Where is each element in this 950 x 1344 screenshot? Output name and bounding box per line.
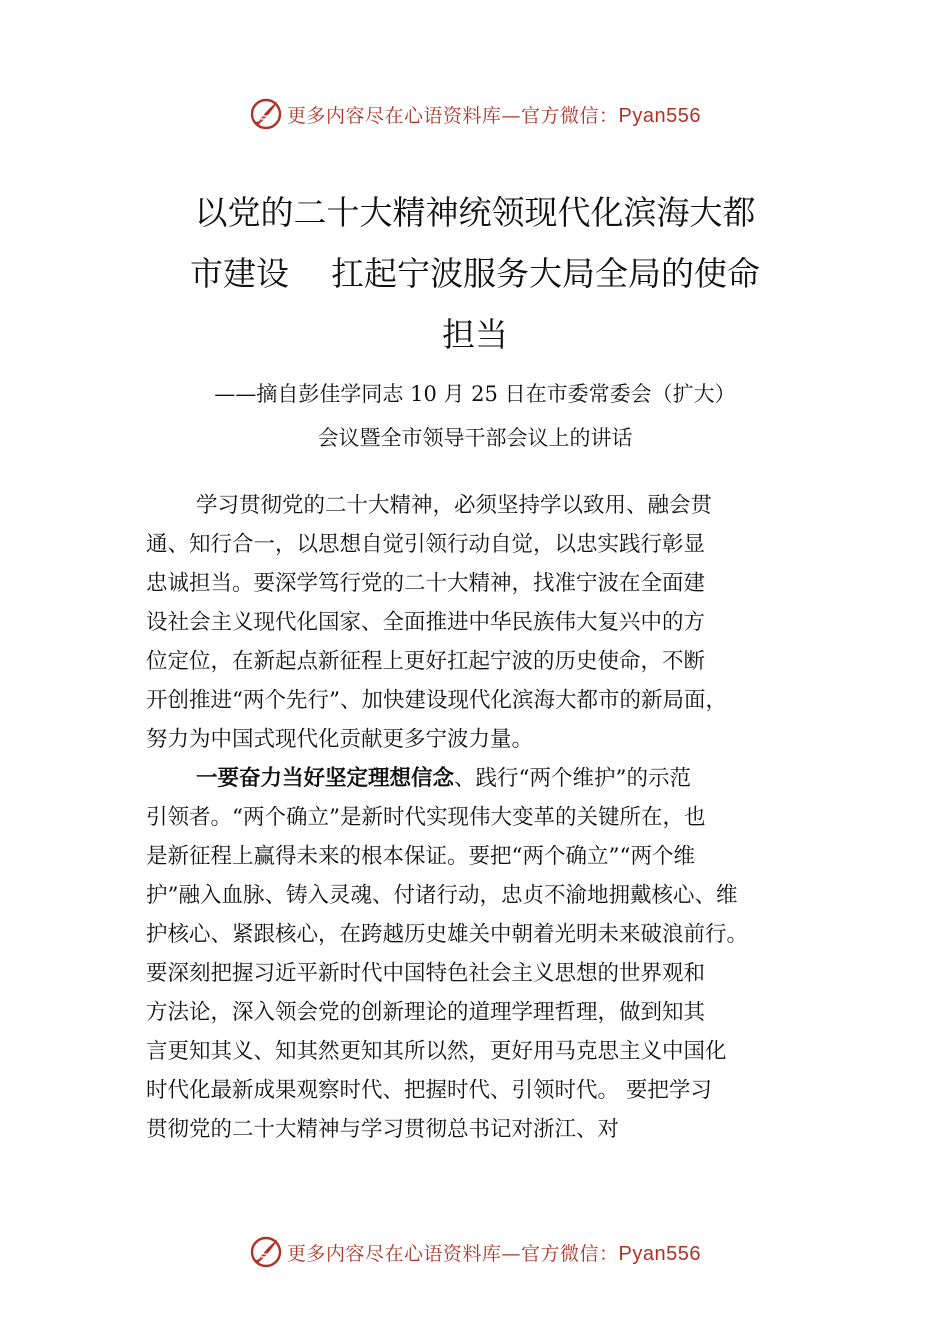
header-banner [0,94,950,134]
paragraph-line: 努力为中国式现代化贡献更多宁波力量。 [146,727,534,752]
paragraph-line: 方法论，深入领会党的创新理论的道理学理哲理，做到知其 [146,1000,706,1025]
paragraph-line: 设社会主义现代化国家、全面推进中华民族伟大复兴中的方 [146,610,706,635]
paragraph-line: 一要奋力当好坚定理想信念、践行“两个维护”的示范 [196,766,691,791]
paragraph-line: 引领者。“两个确立”是新时代实现伟大变革的关键所在，也 [146,805,706,830]
banner-text: 更多内容尽在心语资料库—官方微信：Pyan556 [287,104,701,127]
document-body [146,486,826,1149]
footer-banner [0,1232,950,1272]
paragraph-line: 位定位，在新起点新征程上更好扛起宁波的历史使命，不断 [146,649,706,674]
document-title [0,182,950,365]
title-line-2: 市建设 扛起宁波服务大局全局的使命 [190,254,760,293]
banner-text: 更多内容尽在心语资料库—官方微信：Pyan556 [287,1242,701,1265]
paragraph-line: 通、知行合一，以思想自觉引领行动自觉，以忠实践行彰显 [146,532,706,557]
document-subtitle [0,372,950,460]
paragraph-line: 护”融入血脉、铸入灵魂、付诸行动，忠贞不渝地拥戴核心、维 [146,883,738,908]
quill-logo-icon [249,1235,283,1269]
title-line-3: 担当 [442,315,508,354]
paragraph-line: 要深刻把握习近平新时代中国特色社会主义思想的世界观和 [146,961,706,986]
wechat-id: Pyan556 [618,104,701,127]
paragraph-line: 是新征程上赢得未来的根本保证。要把“两个确立”“两个维 [146,844,695,869]
paragraph-line: 学习贯彻党的二十大精神，必须坚持学以致用、融会贯 [196,493,713,518]
paragraph-line: 言更知其义、知其然更知其所以然，更好用马克思主义中国化 [146,1039,727,1064]
paragraph-line: 开创推进“两个先行”、加快建设现代化滨海大都市的新局面， [146,688,727,713]
paragraph-line: 护核心、紧跟核心，在跨越历史雄关中朝着光明未来破浪前行。 [146,922,749,947]
section-heading: 一要奋力当好坚定理想信念 [196,766,455,791]
paragraph-1 [146,486,826,759]
wechat-id: Pyan556 [618,1242,701,1265]
paragraph-line: 贯彻党的二十大精神与学习贯彻总书记对浙江、对 [146,1117,620,1142]
subtitle-line-1: ——摘自彭佳学同志 10 月 25 日在市委常委会（扩大） [214,382,736,406]
title-line-1: 以党的二十大精神统领现代化滨海大都 [194,193,756,232]
paragraph-line: 时代化最新成果观察时代、把握时代、引领时代。 要把学习 [146,1078,712,1103]
subtitle-line-2: 会议暨全市领导干部会议上的讲话 [317,426,633,450]
paragraph-2 [146,759,826,1149]
paragraph-line: 忠诚担当。要深学笃行党的二十大精神，找准宁波在全面建 [146,571,706,596]
quill-logo-icon [249,97,283,131]
